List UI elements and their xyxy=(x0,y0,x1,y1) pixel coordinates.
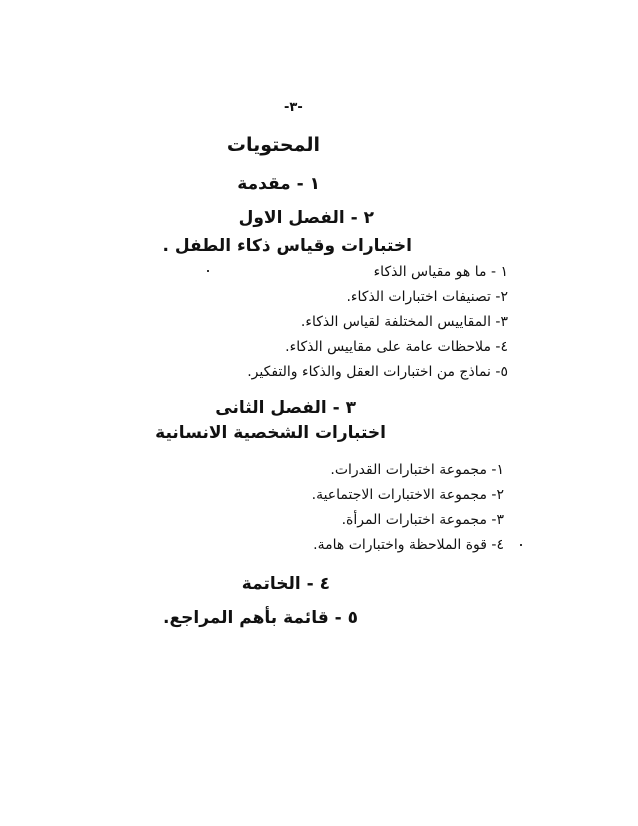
conclusion-heading: ٤ - الخاتمة xyxy=(241,574,330,594)
chapter-1-heading: ٢ - الفصل الاول xyxy=(238,208,374,228)
chapter-1-item-4: ٤- ملاحظات عامة على مقاييس الذكاء. xyxy=(285,339,508,355)
chapter-1-item-5: ٥- نماذج من اختبارات العقل والذكاء والتفكير. xyxy=(247,364,508,380)
contents-title: المحتويات xyxy=(226,134,320,156)
chapter-1-subtitle: اختبارات وقياس ذكاء الطفل . xyxy=(162,236,412,256)
chapter-2-item-4: ٤- قوة الملاحظة واختبارات هامة. xyxy=(313,537,504,553)
scan-speck xyxy=(207,270,209,272)
section-introduction: ١ - مقدمة xyxy=(237,174,320,194)
chapter-1-item-2: ٢- تصنيفات اختبارات الذكاء. xyxy=(346,289,508,305)
chapter-1-item-1: ١ - ما هو مقياس الذكاء xyxy=(373,264,508,280)
page-number: -٣- xyxy=(284,100,303,115)
chapter-2-item-2: ٢- مجموعة الاختبارات الاجتماعية. xyxy=(311,487,504,503)
chapter-1-item-3: ٣- المقاييس المختلفة لقياس الذكاء. xyxy=(300,314,508,330)
scan-speck xyxy=(520,544,522,546)
chapter-2-item-3: ٣- مجموعة اختبارات المرأة. xyxy=(341,512,504,528)
chapter-2-subtitle: اختبارات الشخصية الانسانية xyxy=(155,423,386,443)
chapter-2-item-1: ١- مجموعة اختبارات القدرات. xyxy=(330,462,504,478)
references-heading: ٥ - قائمة بأهم المراجع. xyxy=(163,608,358,628)
chapter-2-heading: ٣ - الفصل الثانى xyxy=(215,398,356,418)
